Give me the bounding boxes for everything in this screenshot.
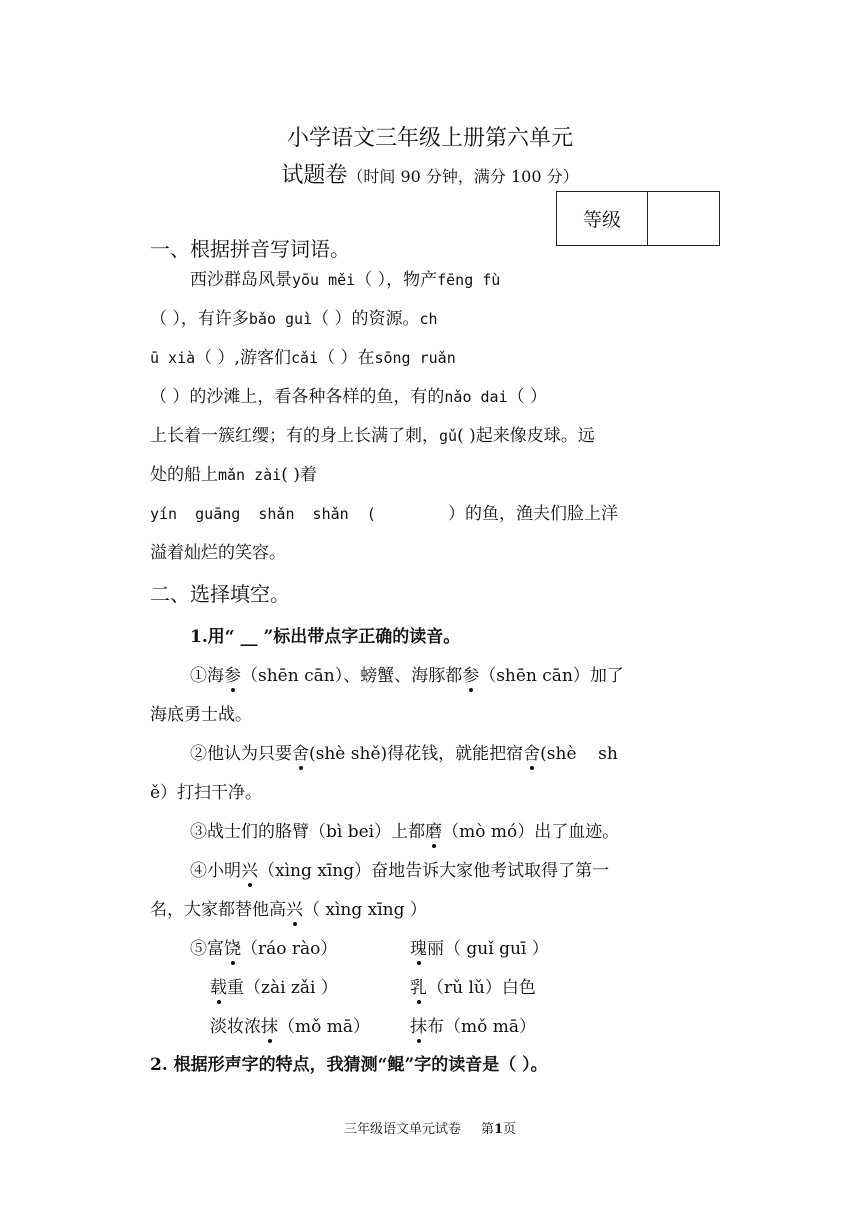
footer-page-label: 第 (480, 1122, 494, 1137)
q1-prompt-c: ”标出带点字正确的读音。 (263, 627, 461, 647)
dotted-char: 抹 (261, 1012, 278, 1037)
dotted-char: 抹 (410, 1012, 427, 1037)
s1-text: 西沙群岛风景 (190, 270, 292, 290)
q1-item-1 (190, 661, 624, 686)
s1-line-6 (150, 460, 317, 485)
dotted-char: 舍 (292, 739, 309, 764)
q1-text: （mò mó）出了血迹。 (442, 822, 620, 842)
q1-item-5-right (410, 934, 549, 959)
dotted-char: 兴 (286, 895, 303, 920)
q1-text: ①海 (190, 666, 224, 686)
dotted-char: 舍 (523, 739, 540, 764)
s1-pinyin: fēng fù (437, 271, 501, 289)
footer-title: 三年级语文单元试卷 (343, 1122, 461, 1137)
dotted-char: 磨 (425, 817, 442, 842)
q1-item-6 (210, 973, 338, 998)
q1-text: （shēn cān）加了 (479, 666, 624, 686)
page-footer (0, 1118, 860, 1137)
section2-heading: 二、选择填空。 (150, 582, 290, 606)
dotted-char: 载 (210, 973, 227, 998)
s1-blank: （ ），物产 (355, 270, 438, 290)
s1-line-4 (150, 382, 547, 407)
q1-prompt (190, 622, 460, 647)
s1-line-7 (150, 499, 618, 524)
s1-pinyin: yōu měi (292, 271, 356, 289)
s1-pinyin: nǎo dai (444, 388, 508, 406)
grade-box (556, 191, 720, 246)
q1-item-2-cont: ě）打扫干净。 (150, 783, 263, 803)
q1-text: （shēn cān）、螃蟹、海豚都 (241, 666, 463, 686)
s1-blank: （ ）的资源。 (312, 309, 420, 329)
s1-text: （ ）的沙滩上，看各种各样的鱼，有的 (150, 387, 445, 407)
s1-text: 处的船上 (150, 465, 218, 485)
subtitle-main: 试题卷 (281, 163, 348, 188)
q1-item-6-right (410, 973, 536, 998)
q1-text: (shè sh (540, 744, 618, 764)
section1-heading: 一、根据拼音写词语。 (150, 237, 350, 261)
footer-page-number: 1 (493, 1122, 504, 1137)
q1-text: ⑤富 (190, 939, 224, 959)
dotted-char: 饶 (224, 934, 241, 959)
s1-pinyin: ch (419, 310, 438, 328)
q1-item-1-cont: 海底勇士战。 (150, 705, 252, 725)
s1-line-2 (150, 304, 438, 329)
dotted-char: 参 (224, 661, 241, 686)
s1-blank: （ ）,游客们 (195, 348, 291, 368)
s1-pinyin: cǎi (290, 349, 319, 367)
q1-item-3 (190, 817, 619, 842)
s1-pinyin: yín guāng shǎn shǎn ( (150, 505, 449, 523)
s1-pinyin: ū xià (150, 349, 196, 367)
q1-text: ③战士们的胳臂（bì bei）上都 (190, 822, 426, 842)
s1-pinyin: gǔ (439, 427, 458, 445)
q1-text: 布（mǒ mā） (427, 1017, 537, 1037)
q1-item-7 (210, 1012, 370, 1037)
q1-text: 重（zài zǎi ） (227, 978, 338, 998)
q1-text: 名，大家都替他高 (150, 900, 286, 920)
grade-label: 等级 (557, 192, 648, 245)
s1-pinyin: sōng ruǎn (374, 349, 456, 367)
doc-title: 小学语文三年级上册第六单元 (286, 126, 573, 151)
subtitle-time-score: （时间 90 分钟，满分 100 分） (347, 167, 579, 186)
s1-text: 上长着一簇红缨；有的身上长满了刺， (150, 426, 439, 446)
q1-text: （xìng xīng）奋地告诉大家他考试取得了第一 (258, 861, 610, 881)
s1-line-8: 溢着灿烂的笑容。 (150, 543, 286, 563)
s1-blank: ( )着 (281, 465, 317, 485)
q1-text: 丽（ guǐ guī ） (427, 939, 549, 959)
q1-underline-mark: __ (240, 627, 258, 647)
grade-blank (648, 192, 719, 245)
s1-line-1 (190, 265, 500, 290)
q1-text: （ xìng xīng ） (303, 900, 427, 920)
s1-pinyin: bǎo guì (248, 310, 313, 328)
dotted-char: 参 (462, 661, 479, 686)
q1-text: （rǔ lǔ）白色 (427, 978, 536, 998)
q1-text: ②他认为只要 (190, 744, 292, 764)
s1-line-3 (150, 343, 456, 368)
q2-prompt: 2. 根据形声字的特点，我猜测“鲲”字的读音是（ ）。 (150, 1055, 548, 1075)
dotted-char: 瑰 (410, 934, 427, 959)
dotted-char: 乳 (410, 973, 427, 998)
doc-subtitle (0, 158, 860, 189)
footer-page-suffix: 页 (503, 1122, 517, 1137)
s1-blank: （ ） (507, 387, 548, 407)
q1-text: 淡妆浓 (210, 1017, 261, 1037)
q1-prompt-a: 1.用“ (190, 627, 235, 647)
q1-text: （ráo rào） (241, 939, 338, 959)
q1-item-4 (190, 856, 609, 881)
s1-pinyin: mǎn zài (218, 466, 282, 484)
q1-item-5 (190, 934, 337, 959)
s1-line-5 (150, 421, 595, 446)
q1-text: （mǒ mā） (278, 1017, 371, 1037)
q1-text: ④小明 (190, 861, 241, 881)
q1-item-2 (190, 739, 618, 764)
s1-blank: ( )起来像皮球。远 (457, 426, 595, 446)
s1-blank: （ ），有许多 (150, 309, 249, 329)
q1-item-4-cont (150, 895, 427, 920)
s1-blank: （ ）在 (318, 348, 375, 368)
dotted-char: 兴 (241, 856, 258, 881)
s1-text: ）的鱼，渔夫们脸上洋 (448, 504, 619, 524)
q1-text: (shè shě)得花钱，就能把宿 (309, 744, 524, 764)
q1-item-7-right (410, 1012, 536, 1037)
